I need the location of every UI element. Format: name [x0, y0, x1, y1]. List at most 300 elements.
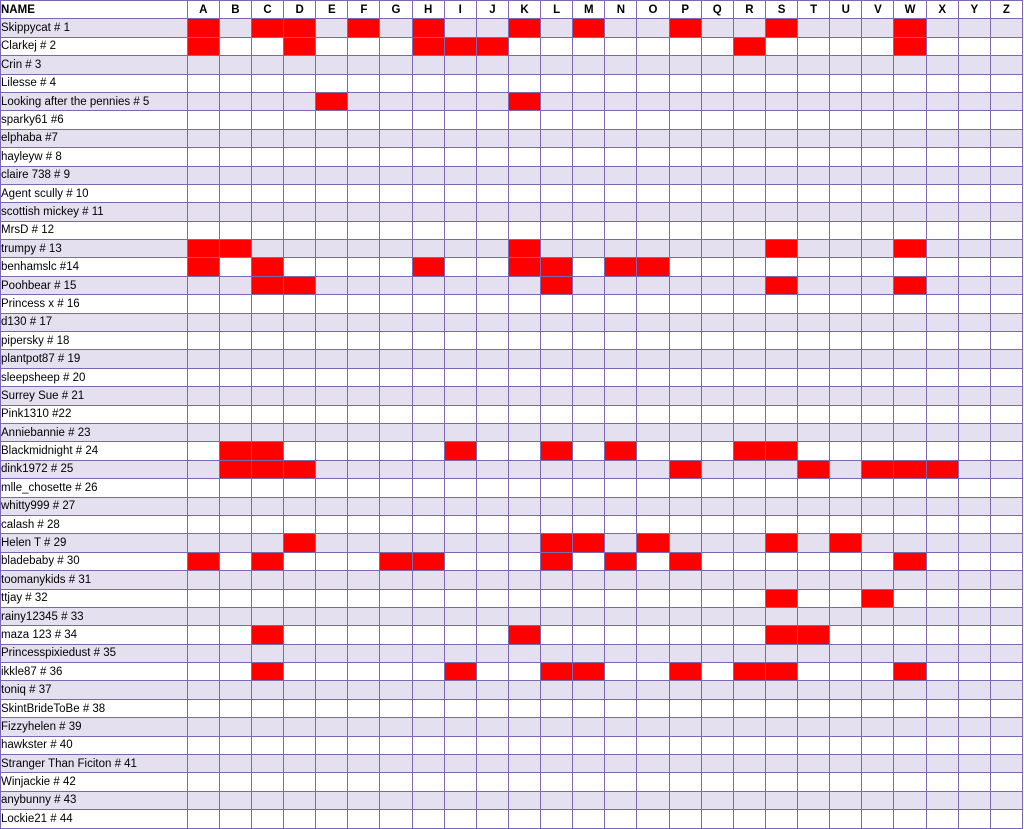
grid-cell-l[interactable] — [541, 736, 573, 754]
grid-cell-p[interactable] — [669, 258, 701, 276]
grid-cell-q[interactable] — [701, 699, 733, 717]
grid-cell-c[interactable] — [251, 497, 283, 515]
grid-cell-k[interactable] — [508, 773, 540, 791]
grid-cell-e[interactable] — [316, 258, 348, 276]
grid-cell-g[interactable] — [380, 718, 412, 736]
grid-cell-h[interactable] — [412, 497, 444, 515]
grid-cell-r[interactable] — [733, 810, 765, 828]
marked-cell-p[interactable] — [669, 552, 701, 570]
grid-cell-e[interactable] — [316, 515, 348, 533]
grid-cell-t[interactable] — [798, 129, 830, 147]
grid-cell-n[interactable] — [605, 626, 637, 644]
grid-cell-q[interactable] — [701, 313, 733, 331]
grid-cell-i[interactable] — [444, 607, 476, 625]
grid-cell-y[interactable] — [958, 56, 990, 74]
grid-cell-y[interactable] — [958, 791, 990, 809]
grid-cell-u[interactable] — [830, 718, 862, 736]
grid-cell-h[interactable] — [412, 644, 444, 662]
marked-cell-b[interactable] — [219, 460, 251, 478]
grid-cell-i[interactable] — [444, 332, 476, 350]
grid-cell-z[interactable] — [990, 166, 1022, 184]
grid-cell-s[interactable] — [765, 497, 797, 515]
grid-cell-n[interactable] — [605, 129, 637, 147]
grid-cell-g[interactable] — [380, 607, 412, 625]
grid-cell-q[interactable] — [701, 497, 733, 515]
grid-cell-g[interactable] — [380, 810, 412, 828]
grid-cell-d[interactable] — [284, 791, 316, 809]
grid-cell-z[interactable] — [990, 129, 1022, 147]
grid-cell-k[interactable] — [508, 166, 540, 184]
grid-cell-p[interactable] — [669, 644, 701, 662]
grid-cell-o[interactable] — [637, 166, 669, 184]
grid-cell-m[interactable] — [573, 552, 605, 570]
grid-cell-h[interactable] — [412, 626, 444, 644]
grid-cell-l[interactable] — [541, 350, 573, 368]
grid-cell-p[interactable] — [669, 240, 701, 258]
grid-cell-i[interactable] — [444, 368, 476, 386]
grid-cell-p[interactable] — [669, 368, 701, 386]
grid-cell-u[interactable] — [830, 276, 862, 294]
grid-cell-w[interactable] — [894, 423, 926, 441]
grid-cell-p[interactable] — [669, 626, 701, 644]
grid-cell-p[interactable] — [669, 442, 701, 460]
grid-cell-h[interactable] — [412, 718, 444, 736]
marked-cell-h[interactable] — [412, 258, 444, 276]
grid-cell-m[interactable] — [573, 699, 605, 717]
marked-cell-l[interactable] — [541, 663, 573, 681]
letter-header-i[interactable]: I — [444, 1, 476, 19]
grid-cell-t[interactable] — [798, 387, 830, 405]
grid-cell-g[interactable] — [380, 148, 412, 166]
letter-header-u[interactable]: U — [830, 1, 862, 19]
grid-cell-z[interactable] — [990, 184, 1022, 202]
grid-cell-v[interactable] — [862, 423, 894, 441]
grid-cell-m[interactable] — [573, 221, 605, 239]
grid-cell-h[interactable] — [412, 736, 444, 754]
grid-cell-t[interactable] — [798, 423, 830, 441]
grid-cell-d[interactable] — [284, 184, 316, 202]
grid-cell-d[interactable] — [284, 515, 316, 533]
grid-cell-a[interactable] — [187, 663, 219, 681]
grid-cell-q[interactable] — [701, 332, 733, 350]
grid-cell-g[interactable] — [380, 111, 412, 129]
marked-cell-w[interactable] — [894, 240, 926, 258]
grid-cell-x[interactable] — [926, 350, 958, 368]
letter-header-a[interactable]: A — [187, 1, 219, 19]
grid-cell-t[interactable] — [798, 148, 830, 166]
grid-cell-k[interactable] — [508, 810, 540, 828]
grid-cell-b[interactable] — [219, 479, 251, 497]
grid-cell-r[interactable] — [733, 644, 765, 662]
grid-cell-i[interactable] — [444, 589, 476, 607]
grid-cell-n[interactable] — [605, 571, 637, 589]
grid-cell-n[interactable] — [605, 74, 637, 92]
grid-cell-l[interactable] — [541, 791, 573, 809]
grid-cell-b[interactable] — [219, 56, 251, 74]
grid-cell-p[interactable] — [669, 92, 701, 110]
grid-cell-e[interactable] — [316, 552, 348, 570]
grid-cell-a[interactable] — [187, 221, 219, 239]
grid-cell-z[interactable] — [990, 19, 1022, 37]
grid-cell-b[interactable] — [219, 276, 251, 294]
grid-cell-q[interactable] — [701, 515, 733, 533]
grid-cell-n[interactable] — [605, 19, 637, 37]
grid-cell-r[interactable] — [733, 791, 765, 809]
grid-cell-j[interactable] — [476, 258, 508, 276]
grid-cell-t[interactable] — [798, 699, 830, 717]
grid-cell-n[interactable] — [605, 184, 637, 202]
grid-cell-i[interactable] — [444, 810, 476, 828]
grid-cell-m[interactable] — [573, 810, 605, 828]
grid-cell-l[interactable] — [541, 37, 573, 55]
grid-cell-u[interactable] — [830, 184, 862, 202]
marked-cell-n[interactable] — [605, 442, 637, 460]
grid-cell-h[interactable] — [412, 405, 444, 423]
grid-cell-a[interactable] — [187, 423, 219, 441]
grid-cell-u[interactable] — [830, 607, 862, 625]
grid-cell-q[interactable] — [701, 755, 733, 773]
letter-header-c[interactable]: C — [251, 1, 283, 19]
grid-cell-y[interactable] — [958, 442, 990, 460]
grid-cell-n[interactable] — [605, 515, 637, 533]
grid-cell-x[interactable] — [926, 56, 958, 74]
marked-cell-b[interactable] — [219, 240, 251, 258]
grid-cell-c[interactable] — [251, 148, 283, 166]
grid-cell-n[interactable] — [605, 423, 637, 441]
grid-cell-a[interactable] — [187, 718, 219, 736]
grid-cell-d[interactable] — [284, 111, 316, 129]
grid-cell-r[interactable] — [733, 332, 765, 350]
grid-cell-n[interactable] — [605, 111, 637, 129]
participant-name-cell[interactable]: Winjackie # 42 — [1, 773, 188, 791]
grid-cell-y[interactable] — [958, 736, 990, 754]
grid-cell-s[interactable] — [765, 644, 797, 662]
grid-cell-u[interactable] — [830, 405, 862, 423]
letter-header-s[interactable]: S — [765, 1, 797, 19]
grid-cell-z[interactable] — [990, 332, 1022, 350]
participant-name-cell[interactable]: Fizzyhelen # 39 — [1, 718, 188, 736]
grid-cell-y[interactable] — [958, 497, 990, 515]
grid-cell-i[interactable] — [444, 644, 476, 662]
grid-cell-v[interactable] — [862, 773, 894, 791]
grid-cell-a[interactable] — [187, 644, 219, 662]
grid-cell-o[interactable] — [637, 497, 669, 515]
grid-cell-x[interactable] — [926, 111, 958, 129]
grid-cell-f[interactable] — [348, 552, 380, 570]
grid-cell-f[interactable] — [348, 350, 380, 368]
marked-cell-a[interactable] — [187, 258, 219, 276]
grid-cell-p[interactable] — [669, 534, 701, 552]
grid-cell-v[interactable] — [862, 19, 894, 37]
grid-cell-w[interactable] — [894, 184, 926, 202]
grid-cell-t[interactable] — [798, 589, 830, 607]
letter-header-x[interactable]: X — [926, 1, 958, 19]
grid-cell-m[interactable] — [573, 607, 605, 625]
grid-cell-p[interactable] — [669, 184, 701, 202]
grid-cell-e[interactable] — [316, 442, 348, 460]
grid-cell-y[interactable] — [958, 755, 990, 773]
grid-cell-u[interactable] — [830, 497, 862, 515]
participant-name-cell[interactable]: Agent scully # 10 — [1, 184, 188, 202]
grid-cell-q[interactable] — [701, 423, 733, 441]
grid-cell-y[interactable] — [958, 240, 990, 258]
grid-cell-r[interactable] — [733, 405, 765, 423]
grid-cell-f[interactable] — [348, 74, 380, 92]
letter-header-m[interactable]: M — [573, 1, 605, 19]
grid-cell-y[interactable] — [958, 460, 990, 478]
grid-cell-q[interactable] — [701, 663, 733, 681]
grid-cell-t[interactable] — [798, 718, 830, 736]
grid-cell-j[interactable] — [476, 221, 508, 239]
grid-cell-y[interactable] — [958, 221, 990, 239]
marked-cell-f[interactable] — [348, 19, 380, 37]
grid-cell-p[interactable] — [669, 350, 701, 368]
grid-cell-w[interactable] — [894, 681, 926, 699]
grid-cell-e[interactable] — [316, 773, 348, 791]
grid-cell-r[interactable] — [733, 295, 765, 313]
grid-cell-j[interactable] — [476, 497, 508, 515]
grid-cell-l[interactable] — [541, 423, 573, 441]
grid-cell-i[interactable] — [444, 626, 476, 644]
grid-cell-p[interactable] — [669, 791, 701, 809]
grid-cell-o[interactable] — [637, 368, 669, 386]
grid-cell-x[interactable] — [926, 19, 958, 37]
grid-cell-n[interactable] — [605, 497, 637, 515]
grid-cell-h[interactable] — [412, 203, 444, 221]
grid-cell-l[interactable] — [541, 19, 573, 37]
grid-cell-j[interactable] — [476, 773, 508, 791]
grid-cell-z[interactable] — [990, 663, 1022, 681]
marked-cell-w[interactable] — [894, 663, 926, 681]
participant-name-cell[interactable]: toniq # 37 — [1, 681, 188, 699]
grid-cell-f[interactable] — [348, 773, 380, 791]
grid-cell-g[interactable] — [380, 663, 412, 681]
grid-cell-k[interactable] — [508, 184, 540, 202]
grid-cell-c[interactable] — [251, 571, 283, 589]
grid-cell-i[interactable] — [444, 240, 476, 258]
marked-cell-n[interactable] — [605, 258, 637, 276]
grid-cell-e[interactable] — [316, 332, 348, 350]
grid-cell-y[interactable] — [958, 644, 990, 662]
grid-cell-a[interactable] — [187, 534, 219, 552]
grid-cell-p[interactable] — [669, 810, 701, 828]
grid-cell-y[interactable] — [958, 626, 990, 644]
grid-cell-z[interactable] — [990, 479, 1022, 497]
grid-cell-z[interactable] — [990, 460, 1022, 478]
grid-cell-j[interactable] — [476, 19, 508, 37]
participant-name-cell[interactable]: d130 # 17 — [1, 313, 188, 331]
grid-cell-v[interactable] — [862, 74, 894, 92]
grid-cell-u[interactable] — [830, 589, 862, 607]
grid-cell-v[interactable] — [862, 736, 894, 754]
grid-cell-k[interactable] — [508, 442, 540, 460]
grid-cell-y[interactable] — [958, 184, 990, 202]
grid-cell-s[interactable] — [765, 736, 797, 754]
grid-cell-m[interactable] — [573, 515, 605, 533]
grid-cell-k[interactable] — [508, 791, 540, 809]
participant-name-cell[interactable]: calash # 28 — [1, 515, 188, 533]
grid-cell-j[interactable] — [476, 129, 508, 147]
grid-cell-l[interactable] — [541, 332, 573, 350]
grid-cell-d[interactable] — [284, 644, 316, 662]
participant-name-cell[interactable]: toomanykids # 31 — [1, 571, 188, 589]
grid-cell-f[interactable] — [348, 111, 380, 129]
letter-header-b[interactable]: B — [219, 1, 251, 19]
grid-cell-n[interactable] — [605, 479, 637, 497]
grid-cell-t[interactable] — [798, 313, 830, 331]
grid-cell-n[interactable] — [605, 56, 637, 74]
grid-cell-j[interactable] — [476, 240, 508, 258]
letter-header-q[interactable]: Q — [701, 1, 733, 19]
marked-cell-d[interactable] — [284, 534, 316, 552]
grid-cell-f[interactable] — [348, 791, 380, 809]
marked-cell-s[interactable] — [765, 589, 797, 607]
marked-cell-i[interactable] — [444, 37, 476, 55]
grid-cell-i[interactable] — [444, 295, 476, 313]
grid-cell-e[interactable] — [316, 313, 348, 331]
grid-cell-v[interactable] — [862, 699, 894, 717]
grid-cell-q[interactable] — [701, 552, 733, 570]
marked-cell-l[interactable] — [541, 534, 573, 552]
grid-cell-a[interactable] — [187, 203, 219, 221]
marked-cell-c[interactable] — [251, 460, 283, 478]
grid-cell-t[interactable] — [798, 368, 830, 386]
grid-cell-r[interactable] — [733, 350, 765, 368]
grid-cell-b[interactable] — [219, 387, 251, 405]
grid-cell-x[interactable] — [926, 552, 958, 570]
grid-cell-a[interactable] — [187, 571, 219, 589]
grid-cell-f[interactable] — [348, 129, 380, 147]
grid-cell-s[interactable] — [765, 166, 797, 184]
letter-header-p[interactable]: P — [669, 1, 701, 19]
grid-cell-v[interactable] — [862, 332, 894, 350]
grid-cell-t[interactable] — [798, 276, 830, 294]
grid-cell-x[interactable] — [926, 387, 958, 405]
grid-cell-c[interactable] — [251, 736, 283, 754]
grid-cell-w[interactable] — [894, 405, 926, 423]
grid-cell-x[interactable] — [926, 184, 958, 202]
grid-cell-q[interactable] — [701, 644, 733, 662]
grid-cell-v[interactable] — [862, 166, 894, 184]
grid-cell-x[interactable] — [926, 644, 958, 662]
marked-cell-w[interactable] — [894, 276, 926, 294]
grid-cell-i[interactable] — [444, 203, 476, 221]
marked-cell-x[interactable] — [926, 460, 958, 478]
grid-cell-m[interactable] — [573, 791, 605, 809]
grid-cell-c[interactable] — [251, 313, 283, 331]
grid-cell-p[interactable] — [669, 129, 701, 147]
grid-cell-g[interactable] — [380, 571, 412, 589]
marked-cell-s[interactable] — [765, 442, 797, 460]
grid-cell-l[interactable] — [541, 111, 573, 129]
grid-cell-n[interactable] — [605, 736, 637, 754]
grid-cell-u[interactable] — [830, 258, 862, 276]
grid-cell-r[interactable] — [733, 203, 765, 221]
grid-cell-g[interactable] — [380, 56, 412, 74]
grid-cell-e[interactable] — [316, 240, 348, 258]
grid-cell-f[interactable] — [348, 258, 380, 276]
grid-cell-c[interactable] — [251, 423, 283, 441]
participant-name-cell[interactable]: scottish mickey # 11 — [1, 203, 188, 221]
grid-cell-l[interactable] — [541, 240, 573, 258]
marked-cell-c[interactable] — [251, 663, 283, 681]
marked-cell-w[interactable] — [894, 19, 926, 37]
grid-cell-h[interactable] — [412, 332, 444, 350]
grid-cell-g[interactable] — [380, 460, 412, 478]
grid-cell-y[interactable] — [958, 111, 990, 129]
grid-cell-v[interactable] — [862, 663, 894, 681]
grid-cell-o[interactable] — [637, 332, 669, 350]
marked-cell-c[interactable] — [251, 19, 283, 37]
grid-cell-u[interactable] — [830, 442, 862, 460]
grid-cell-b[interactable] — [219, 350, 251, 368]
grid-cell-v[interactable] — [862, 552, 894, 570]
grid-cell-a[interactable] — [187, 166, 219, 184]
grid-cell-m[interactable] — [573, 387, 605, 405]
marked-cell-r[interactable] — [733, 663, 765, 681]
grid-cell-k[interactable] — [508, 571, 540, 589]
letter-header-t[interactable]: T — [798, 1, 830, 19]
grid-cell-h[interactable] — [412, 313, 444, 331]
grid-cell-a[interactable] — [187, 736, 219, 754]
grid-cell-b[interactable] — [219, 332, 251, 350]
grid-cell-o[interactable] — [637, 607, 669, 625]
grid-cell-p[interactable] — [669, 56, 701, 74]
grid-cell-j[interactable] — [476, 607, 508, 625]
grid-cell-t[interactable] — [798, 332, 830, 350]
grid-cell-l[interactable] — [541, 92, 573, 110]
marked-cell-m[interactable] — [573, 663, 605, 681]
grid-cell-b[interactable] — [219, 184, 251, 202]
grid-cell-n[interactable] — [605, 387, 637, 405]
name-column-header[interactable]: NAME — [1, 1, 188, 19]
grid-cell-s[interactable] — [765, 423, 797, 441]
grid-cell-l[interactable] — [541, 571, 573, 589]
grid-cell-x[interactable] — [926, 332, 958, 350]
grid-cell-v[interactable] — [862, 148, 894, 166]
grid-cell-b[interactable] — [219, 644, 251, 662]
grid-cell-u[interactable] — [830, 681, 862, 699]
grid-cell-v[interactable] — [862, 644, 894, 662]
grid-cell-z[interactable] — [990, 681, 1022, 699]
grid-cell-i[interactable] — [444, 755, 476, 773]
grid-cell-q[interactable] — [701, 791, 733, 809]
grid-cell-e[interactable] — [316, 810, 348, 828]
grid-cell-o[interactable] — [637, 295, 669, 313]
grid-cell-s[interactable] — [765, 571, 797, 589]
grid-cell-x[interactable] — [926, 810, 958, 828]
grid-cell-q[interactable] — [701, 736, 733, 754]
grid-cell-l[interactable] — [541, 644, 573, 662]
grid-cell-c[interactable] — [251, 681, 283, 699]
grid-cell-n[interactable] — [605, 589, 637, 607]
grid-cell-a[interactable] — [187, 295, 219, 313]
grid-cell-z[interactable] — [990, 534, 1022, 552]
grid-cell-q[interactable] — [701, 166, 733, 184]
grid-cell-y[interactable] — [958, 276, 990, 294]
grid-cell-a[interactable] — [187, 791, 219, 809]
grid-cell-d[interactable] — [284, 718, 316, 736]
marked-cell-a[interactable] — [187, 19, 219, 37]
grid-cell-m[interactable] — [573, 368, 605, 386]
grid-cell-r[interactable] — [733, 571, 765, 589]
grid-cell-d[interactable] — [284, 148, 316, 166]
grid-cell-f[interactable] — [348, 589, 380, 607]
participant-name-cell[interactable]: maza 123 # 34 — [1, 626, 188, 644]
grid-cell-s[interactable] — [765, 221, 797, 239]
grid-cell-s[interactable] — [765, 184, 797, 202]
marked-cell-i[interactable] — [444, 663, 476, 681]
